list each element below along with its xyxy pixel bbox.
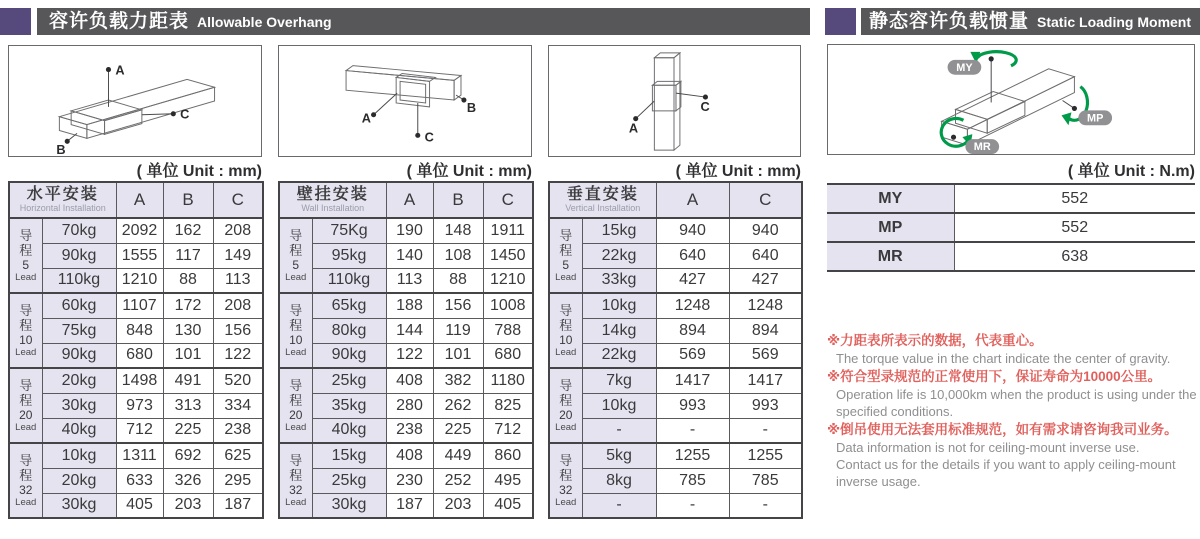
- value-cell: 252: [433, 468, 483, 493]
- horizontal-installation-diagram: [8, 45, 262, 157]
- value-cell: 1498: [116, 368, 163, 393]
- rail-side-drawing: [279, 46, 531, 156]
- moment-value-cell: 638: [954, 242, 1195, 271]
- value-cell: 162: [163, 218, 213, 243]
- value-cell: 894: [729, 318, 802, 343]
- weight-cell: 20kg: [42, 368, 116, 393]
- footnote-cn: ※力距表所表示的数据，代表重心。: [827, 333, 1043, 348]
- value-cell: 203: [163, 493, 213, 518]
- value-cell: 119: [433, 318, 483, 343]
- value-cell: 88: [163, 268, 213, 293]
- value-cell: 1417: [729, 368, 802, 393]
- value-cell: 1107: [116, 293, 163, 318]
- value-cell: 569: [656, 343, 729, 368]
- weight-cell: 30kg: [42, 493, 116, 518]
- weight-cell: 33kg: [582, 268, 656, 293]
- lead-cell: 导 程 20 Lead: [279, 368, 312, 443]
- weight-cell: 35kg: [312, 393, 386, 418]
- value-cell: 993: [656, 393, 729, 418]
- value-cell: 640: [729, 243, 802, 268]
- value-cell: 230: [386, 468, 433, 493]
- moment-isometric-drawing: [828, 45, 1194, 154]
- value-cell: 640: [656, 243, 729, 268]
- accent-square: [0, 8, 31, 35]
- value-cell: 1417: [656, 368, 729, 393]
- column-header: B: [433, 182, 483, 218]
- weight-cell: 90kg: [312, 343, 386, 368]
- value-cell: 449: [433, 443, 483, 468]
- weight-cell: 25kg: [312, 368, 386, 393]
- moment-label-cell: MR: [827, 242, 954, 271]
- value-cell: 712: [483, 418, 533, 443]
- table-row: [9, 218, 263, 243]
- rail-vertical-drawing: [549, 46, 800, 156]
- value-cell: 894: [656, 318, 729, 343]
- value-cell: 427: [656, 268, 729, 293]
- lead-cell: 导 程 32 Lead: [9, 443, 42, 518]
- value-cell: 326: [163, 468, 213, 493]
- value-cell: 188: [386, 293, 433, 318]
- table-row: [279, 468, 533, 493]
- table-row: [549, 443, 802, 468]
- value-cell: 149: [213, 243, 263, 268]
- weight-cell: 10kg: [582, 393, 656, 418]
- value-cell: 1248: [729, 293, 802, 318]
- value-cell: -: [729, 493, 802, 518]
- lead-cell: 导 程 5 Lead: [9, 218, 42, 293]
- value-cell: -: [656, 493, 729, 518]
- section-title-cn: 静态容许负载惯量: [869, 11, 1030, 32]
- table-row: [279, 443, 533, 468]
- lead-cell: 导 程 20 Lead: [9, 368, 42, 443]
- label-b: B: [466, 99, 477, 115]
- value-cell: 113: [386, 268, 433, 293]
- section-title-cn: 容许负载力距表: [49, 11, 190, 32]
- value-cell: 788: [483, 318, 533, 343]
- value-cell: 117: [163, 243, 213, 268]
- table-title-cn: 垂直安装: [566, 186, 639, 203]
- footnote-en: Data information is not for ceiling-mount inverse use.: [836, 440, 1140, 455]
- footnote: [827, 421, 1200, 490]
- spec-table: [548, 181, 803, 519]
- lead-cell: 导 程 10 Lead: [9, 293, 42, 368]
- weight-cell: 110kg: [42, 268, 116, 293]
- value-cell: 408: [386, 368, 433, 393]
- table-row: [9, 318, 263, 343]
- value-cell: 427: [729, 268, 802, 293]
- static-loading-moment-table: [827, 183, 1195, 272]
- table-row: [279, 218, 533, 243]
- value-cell: 860: [483, 443, 533, 468]
- footnote: [827, 368, 1200, 420]
- value-cell: 122: [386, 343, 433, 368]
- value-cell: 156: [213, 318, 263, 343]
- table-row: [827, 184, 1195, 213]
- table-title-en: Wall Installation: [301, 203, 365, 213]
- weight-cell: 80kg: [312, 318, 386, 343]
- table-row: [279, 418, 533, 443]
- value-cell: 187: [213, 493, 263, 518]
- weight-cell: 5kg: [582, 443, 656, 468]
- column-header: A: [116, 182, 163, 218]
- table-row: [279, 493, 533, 518]
- table-row: [549, 218, 802, 243]
- lead-cell: 导 程 5 Lead: [549, 218, 582, 293]
- value-cell: 973: [116, 393, 163, 418]
- table-row: [549, 243, 802, 268]
- table-row: [9, 418, 263, 443]
- value-cell: 144: [386, 318, 433, 343]
- value-cell: 88: [433, 268, 483, 293]
- weight-cell: -: [582, 493, 656, 518]
- table-row: [549, 368, 802, 393]
- section-header-moment: [861, 8, 1200, 35]
- value-cell: 785: [656, 468, 729, 493]
- badge-mp: MP: [1087, 112, 1104, 125]
- weight-cell: 20kg: [42, 468, 116, 493]
- weight-cell: 30kg: [42, 393, 116, 418]
- lead-cell: 导 程 32 Lead: [549, 443, 582, 518]
- value-cell: 280: [386, 393, 433, 418]
- value-cell: 680: [483, 343, 533, 368]
- value-cell: 262: [433, 393, 483, 418]
- table-row: [9, 268, 263, 293]
- value-cell: 1255: [656, 443, 729, 468]
- value-cell: 1180: [483, 368, 533, 393]
- footnote-en: Operation life is 10,000km when the product is using under the specified conditions.: [836, 387, 1197, 419]
- value-cell: 148: [433, 218, 483, 243]
- table-row: [549, 393, 802, 418]
- column-header: C: [483, 182, 533, 218]
- value-cell: 238: [386, 418, 433, 443]
- weight-cell: 90kg: [42, 243, 116, 268]
- table-row: [9, 493, 263, 518]
- label-c: C: [700, 98, 710, 114]
- value-cell: -: [729, 418, 802, 443]
- value-cell: 238: [213, 418, 263, 443]
- weight-cell: 90kg: [42, 343, 116, 368]
- vertical-installation-table: [548, 181, 803, 519]
- value-cell: 140: [386, 243, 433, 268]
- weight-cell: 75kg: [42, 318, 116, 343]
- value-cell: 187: [386, 493, 433, 518]
- value-cell: 940: [729, 218, 802, 243]
- value-cell: 408: [386, 443, 433, 468]
- table-row: [549, 418, 802, 443]
- moment-label-cell: MP: [827, 213, 954, 242]
- table-row: [9, 343, 263, 368]
- horizontal-installation-table: [8, 181, 264, 519]
- unit-label-mm: ( 单位 Unit : mm): [136, 163, 262, 180]
- value-cell: 203: [433, 493, 483, 518]
- value-cell: 190: [386, 218, 433, 243]
- value-cell: 130: [163, 318, 213, 343]
- lead-cell: 导 程 10 Lead: [549, 293, 582, 368]
- footnote-en: Contact us for the details if you want to apply ceiling-mount inverse usage.: [836, 457, 1176, 489]
- value-cell: 225: [433, 418, 483, 443]
- footnote-en: The torque value in the chart indicate the center of gravity.: [836, 351, 1171, 366]
- weight-cell: 22kg: [582, 343, 656, 368]
- table-row: [9, 293, 263, 318]
- value-cell: 101: [163, 343, 213, 368]
- table-row: [279, 268, 533, 293]
- value-cell: 712: [116, 418, 163, 443]
- value-cell: 208: [213, 293, 263, 318]
- footnote-cn: ※倒吊使用无法套用标准规范，如有需求请咨询我司业务。: [827, 422, 1178, 437]
- value-cell: 1210: [483, 268, 533, 293]
- label-a: A: [628, 120, 639, 136]
- weight-cell: 22kg: [582, 243, 656, 268]
- value-cell: 108: [433, 243, 483, 268]
- moment-diagram: [827, 44, 1195, 155]
- table-row: [549, 468, 802, 493]
- section-header-overhang: [37, 8, 810, 35]
- value-cell: 625: [213, 443, 263, 468]
- table-row: [9, 443, 263, 468]
- table-row: [549, 493, 802, 518]
- table-row: [9, 368, 263, 393]
- section-title-en: Static Loading Moment: [1037, 14, 1192, 30]
- table-row: [9, 393, 263, 418]
- value-cell: 1008: [483, 293, 533, 318]
- label-a: A: [361, 110, 372, 126]
- value-cell: 405: [116, 493, 163, 518]
- value-cell: 940: [656, 218, 729, 243]
- value-cell: 1255: [729, 443, 802, 468]
- weight-cell: 7kg: [582, 368, 656, 393]
- table-row: [279, 318, 533, 343]
- table-title-en: Vertical Installation: [565, 203, 641, 213]
- column-header: C: [729, 182, 802, 218]
- weight-cell: 30kg: [312, 493, 386, 518]
- footnotes: [827, 332, 1200, 491]
- table-row: [549, 318, 802, 343]
- spec-table: [8, 181, 264, 519]
- unit-label-nm: ( 单位 Unit : N.m): [1067, 163, 1195, 180]
- column-header: B: [163, 182, 213, 218]
- badge-mr: MR: [973, 141, 991, 154]
- value-cell: 825: [483, 393, 533, 418]
- vertical-installation-diagram: [548, 45, 801, 157]
- accent-square: [825, 8, 856, 35]
- weight-cell: 40kg: [42, 418, 116, 443]
- table-title-cell: [9, 182, 116, 218]
- value-cell: 156: [433, 293, 483, 318]
- label-c: C: [180, 106, 190, 122]
- value-cell: 491: [163, 368, 213, 393]
- lead-cell: 导 程 10 Lead: [279, 293, 312, 368]
- table-title-en: Horizontal Installation: [19, 203, 106, 213]
- value-cell: 993: [729, 393, 802, 418]
- lead-cell: 导 程 5 Lead: [279, 218, 312, 293]
- label-c: C: [424, 129, 434, 145]
- lead-cell: 导 程 32 Lead: [279, 443, 312, 518]
- label-b: B: [56, 142, 66, 156]
- table-row: [279, 368, 533, 393]
- weight-cell: 95kg: [312, 243, 386, 268]
- value-cell: 313: [163, 393, 213, 418]
- value-cell: 1311: [116, 443, 163, 468]
- weight-cell: 70kg: [42, 218, 116, 243]
- table-row: [279, 393, 533, 418]
- weight-cell: 10kg: [582, 293, 656, 318]
- value-cell: 101: [433, 343, 483, 368]
- value-cell: 122: [213, 343, 263, 368]
- weight-cell: 25kg: [312, 468, 386, 493]
- moment-value-cell: 552: [954, 213, 1195, 242]
- value-cell: 495: [483, 468, 533, 493]
- weight-cell: 14kg: [582, 318, 656, 343]
- weight-cell: 75Kg: [312, 218, 386, 243]
- unit-label-mm: ( 单位 Unit : mm): [675, 163, 801, 180]
- value-cell: 1248: [656, 293, 729, 318]
- weight-cell: 15kg: [582, 218, 656, 243]
- wall-installation-table: [278, 181, 534, 519]
- badge-my: MY: [956, 61, 973, 74]
- value-cell: -: [656, 418, 729, 443]
- table-title-cn: 水平安装: [26, 186, 99, 203]
- value-cell: 569: [729, 343, 802, 368]
- footnote: [827, 332, 1200, 367]
- column-header: A: [656, 182, 729, 218]
- table-row: [9, 243, 263, 268]
- table-row: [549, 343, 802, 368]
- table-row: [549, 268, 802, 293]
- value-cell: 334: [213, 393, 263, 418]
- weight-cell: 15kg: [312, 443, 386, 468]
- label-a: A: [115, 62, 125, 78]
- value-cell: 2092: [116, 218, 163, 243]
- column-header: A: [386, 182, 433, 218]
- value-cell: 113: [213, 268, 263, 293]
- value-cell: 225: [163, 418, 213, 443]
- table-row: [827, 213, 1195, 242]
- moment-table: [827, 183, 1195, 272]
- column-header: C: [213, 182, 263, 218]
- value-cell: 848: [116, 318, 163, 343]
- moment-label-cell: MY: [827, 184, 954, 213]
- value-cell: 405: [483, 493, 533, 518]
- value-cell: 208: [213, 218, 263, 243]
- value-cell: 295: [213, 468, 263, 493]
- table-title-cn: 壁挂安装: [296, 186, 369, 203]
- value-cell: 1555: [116, 243, 163, 268]
- weight-cell: 10kg: [42, 443, 116, 468]
- table-row: [279, 343, 533, 368]
- moment-value-cell: 552: [954, 184, 1195, 213]
- table-row: [279, 293, 533, 318]
- wall-installation-diagram: [278, 45, 532, 157]
- weight-cell: 40kg: [312, 418, 386, 443]
- table-title-cell: [279, 182, 386, 218]
- table-row: [827, 242, 1195, 271]
- value-cell: 692: [163, 443, 213, 468]
- weight-cell: 110kg: [312, 268, 386, 293]
- value-cell: 382: [433, 368, 483, 393]
- weight-cell: 8kg: [582, 468, 656, 493]
- lead-cell: 导 程 20 Lead: [549, 368, 582, 443]
- value-cell: 680: [116, 343, 163, 368]
- value-cell: 172: [163, 293, 213, 318]
- weight-cell: 60kg: [42, 293, 116, 318]
- value-cell: 1210: [116, 268, 163, 293]
- value-cell: 1450: [483, 243, 533, 268]
- footnote-cn: ※符合型录规范的正常使用下，保证寿命为10000公里。: [827, 369, 1162, 384]
- section-title-en: Allowable Overhang: [197, 14, 332, 30]
- value-cell: 785: [729, 468, 802, 493]
- weight-cell: -: [582, 418, 656, 443]
- table-title-cell: [549, 182, 656, 218]
- table-row: [9, 468, 263, 493]
- table-row: [279, 243, 533, 268]
- spec-table: [278, 181, 534, 519]
- value-cell: 633: [116, 468, 163, 493]
- weight-cell: 65kg: [312, 293, 386, 318]
- table-row: [549, 293, 802, 318]
- value-cell: 1911: [483, 218, 533, 243]
- value-cell: 520: [213, 368, 263, 393]
- rail-isometric-drawing: [9, 46, 261, 156]
- unit-label-mm: ( 单位 Unit : mm): [406, 163, 532, 180]
